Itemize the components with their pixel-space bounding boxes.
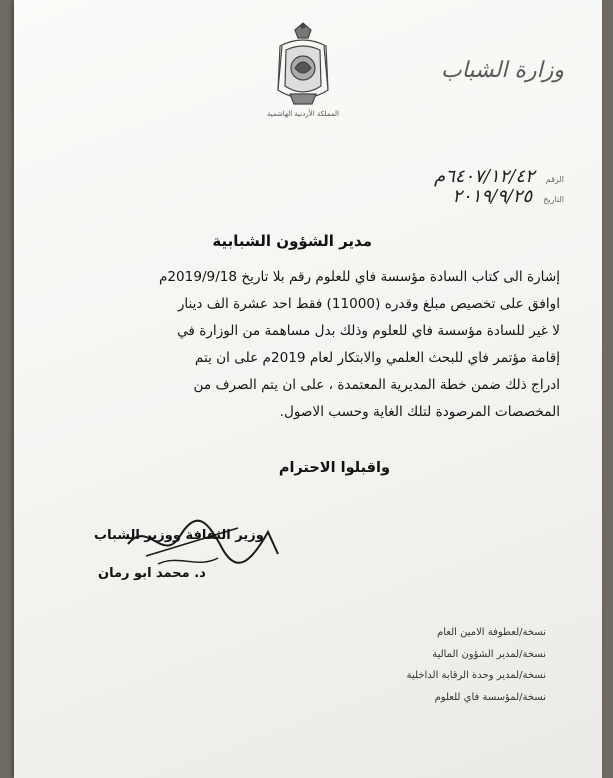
- copy-recipient: نسخة/لمدير وحدة الرقابة الداخلية: [406, 670, 546, 681]
- signatory-title: وزير الثقافة ووزير الشباب: [94, 528, 264, 543]
- date-label: التاريخ: [543, 195, 564, 204]
- letter-page: [14, 0, 602, 778]
- body-line: لا غير للسادة مؤسسة فاي للعلوم وذلك بدل مساهمة من الوزارة في: [177, 323, 560, 339]
- letter-date: ٢٠١٩/٩/٢٥: [452, 186, 533, 207]
- body-line: ادراج ذلك ضمن خطة المديرية المعتمدة ، على ان يتم الصرف من: [193, 377, 560, 393]
- body-line: إقامة مؤتمر فاي للبحث العلمي والابتكار لعام 2019م على ان يتم: [194, 350, 560, 366]
- number-label: الرقم: [545, 175, 564, 184]
- addressee: مدير الشؤون الشبابية: [212, 232, 372, 250]
- copy-recipient: نسخة/لعطوفة الامين العام: [437, 627, 546, 638]
- signatory-name: د. محمد ابو رمان: [98, 566, 206, 581]
- body-line: المخصصات المرصودة لتلك الغاية وحسب الاصول.: [279, 404, 560, 420]
- copies-list: [326, 622, 546, 708]
- crest-caption: المملكة الأردنية الهاشمية: [266, 110, 340, 118]
- letter-body: [60, 264, 560, 426]
- copy-recipient: نسخة/لمؤسسة فاي للعلوم: [434, 691, 546, 703]
- copy-recipient: نسخة/لمدير الشؤون المالية: [432, 648, 546, 660]
- closing-salutation: واقبلوا الاحترام: [278, 460, 390, 476]
- handwritten-signature: [118, 514, 288, 574]
- reference-number: ٦٤٠٧/١٢/٤٢م: [434, 166, 535, 187]
- body-line: إشارة الى كتاب السادة مؤسسة فاي للعلوم رقم بلا تاريخ 2019/9/18م: [158, 269, 560, 285]
- body-line: اوافق على تخصيص مبلغ وقدره (11000) فقط احد عشرة الف دينار: [177, 296, 560, 312]
- ministry-letterhead: وزارة الشباب: [441, 58, 564, 83]
- date-row: [452, 186, 564, 207]
- reference-number-row: [434, 166, 564, 187]
